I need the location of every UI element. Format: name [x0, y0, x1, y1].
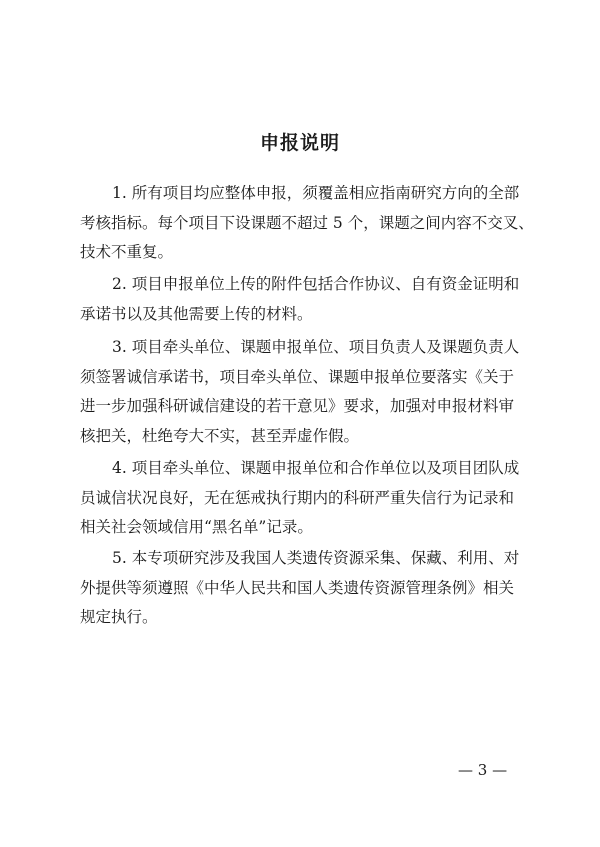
item-1-line-2: 考核指标。每个项目下设课题不超过 5 个，课题之间内容不交叉、	[80, 213, 534, 232]
item-3-line-3: 进一步加强科研诚信建设的若干意见》要求，加强对申报材料审	[80, 397, 515, 415]
item-4-line-3: 相关社会领域信用“黑名单”记录。	[80, 518, 313, 536]
item-5-line-1: 5. 本专项研究涉及我国人类遗传资源采集、保藏、利用、对	[112, 549, 520, 567]
list-item	[80, 454, 536, 543]
item-4-line-2: 员诚信状况良好，无在惩戒执行期内的科研严重失信行为记录和	[80, 488, 515, 507]
item-5-line-3: 规定执行。	[80, 608, 158, 626]
item-5-line-2: 外提供等须遵照《中华人民共和国人类遗传资源管理条例》相关	[80, 578, 515, 597]
item-3-line-2: 须签署诚信承诺书，项目牵头单位、课题申报单位要落实《关于	[80, 367, 515, 386]
list-item	[80, 544, 536, 633]
item-3-line-4: 核把关，杜绝夸大不实，甚至弄虚作假。	[80, 426, 360, 445]
item-2-line-2: 承诺书以及其他需要上传的材料。	[80, 304, 313, 323]
list-item	[80, 333, 536, 451]
item-3-line-1: 3. 项目牵头单位、课题申报单位、项目负责人及课题负责人	[112, 338, 520, 356]
item-1-line-3: 技术不重复。	[80, 243, 174, 261]
list-item	[80, 270, 536, 329]
item-2-line-1: 2. 项目申报单位上传的附件包括合作协议、自有资金证明和	[112, 275, 520, 293]
item-4-line-1: 4. 项目牵头单位、课题申报单位和合作单位以及项目团队成	[112, 459, 520, 477]
page-number: — 3 —	[458, 761, 508, 779]
list-item	[80, 179, 536, 268]
page-title: 申报说明	[259, 132, 340, 154]
item-1-line-1: 1. 所有项目均应整体申报，须覆盖相应指南研究方向的全部	[112, 184, 520, 202]
